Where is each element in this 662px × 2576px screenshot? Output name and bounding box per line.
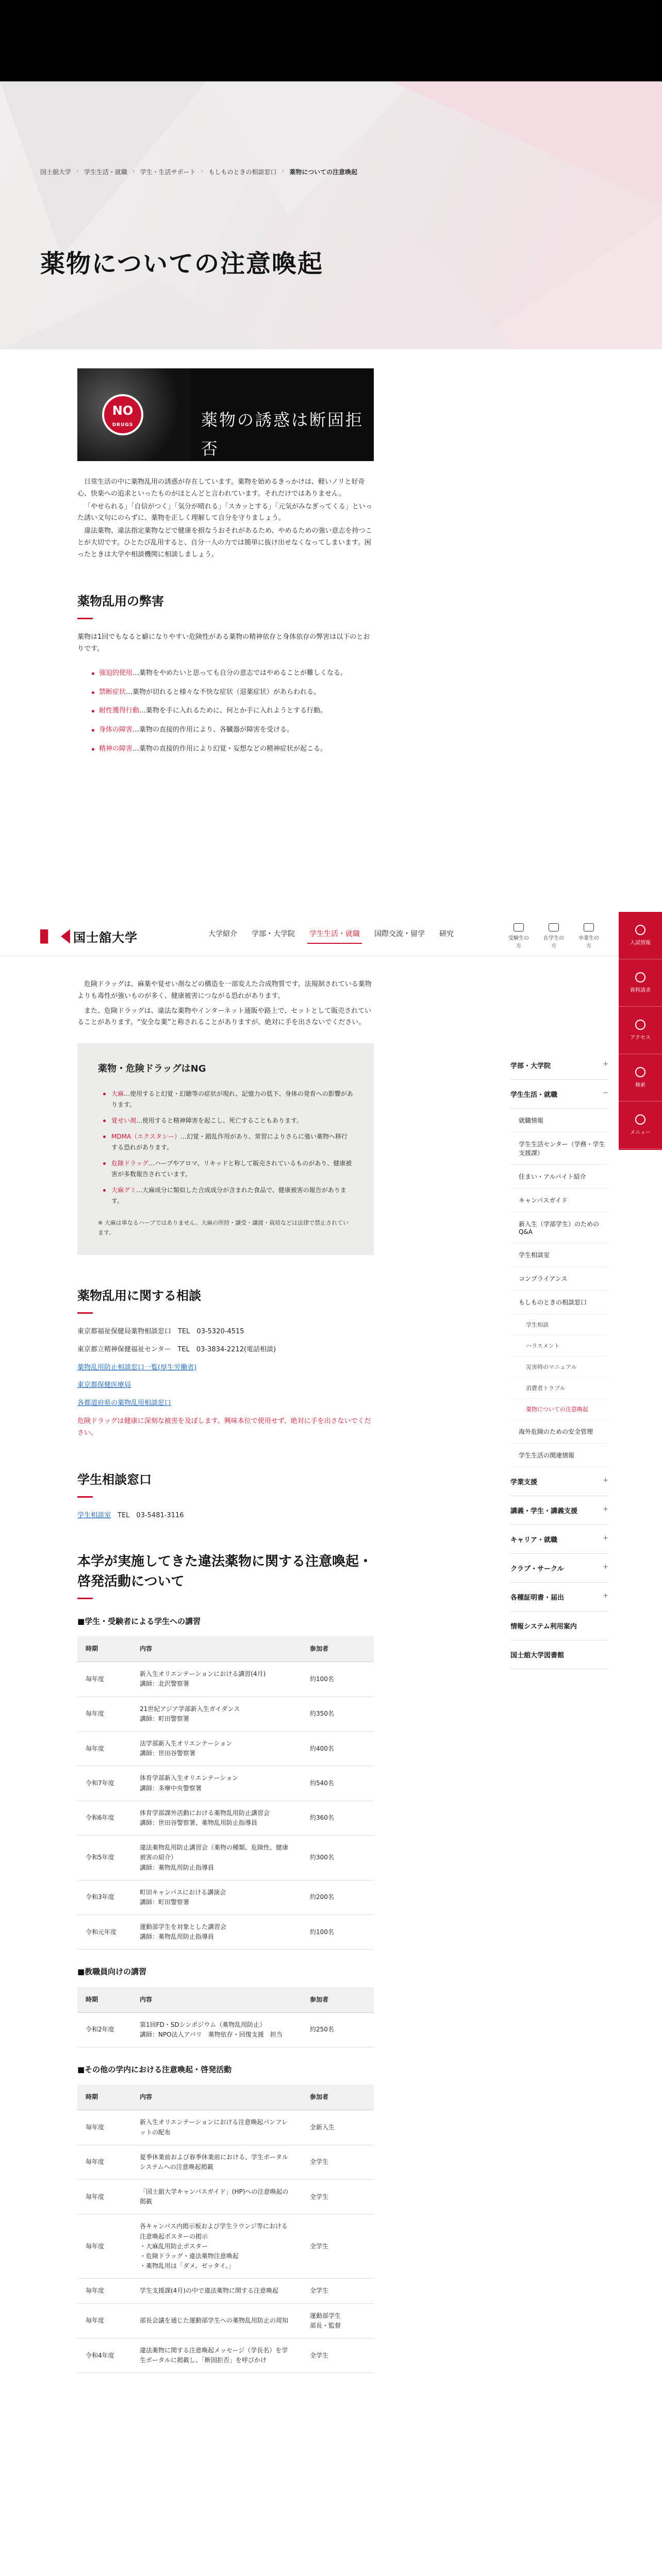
table-row <box>77 2214 374 2279</box>
table-cell: 約300名 <box>302 1836 374 1880</box>
harm-list <box>77 668 374 755</box>
nav-item[interactable]: 研究 <box>439 930 454 938</box>
table-cell: 町田キャンパスにおける講演会 講師：町田警察署 <box>131 1880 302 1914</box>
table-cell: 新入生オリエンテーションにおける注意喚起パンフレットの配布 <box>131 2110 302 2145</box>
logo-icon <box>40 929 58 944</box>
person-icon <box>584 923 594 931</box>
consult-link[interactable]: 各都道府県の薬物乱用相談窓口 <box>77 1399 172 1407</box>
table-cell: 体育学部新入生オリエンテーション 講師：多摩中央警察署 <box>131 1766 302 1801</box>
table-cell: 約400名 <box>302 1732 374 1766</box>
table-row <box>77 1801 374 1835</box>
table-cell: 毎年度 <box>77 2145 131 2179</box>
dangerous-para: また、危険ドラッグは、違法な薬物やインターネット通販や路上で、セットとして販売されていることがあります。“安全な薬”と称されることがありますが、絶対に手を出さないでください。 <box>77 1007 372 1027</box>
table-cell: 毎年度 <box>77 2214 131 2279</box>
table-cell: 「国士舘大学キャンパスガイド」(HP)への注意喚起の掲載 <box>131 2180 302 2214</box>
student-office-heading: 学生相談窓口 <box>77 1469 374 1498</box>
side-section-open[interactable]: 学生生活・就職 − <box>510 1080 608 1109</box>
side-section[interactable]: 各種証明書・届出 + <box>510 1583 608 1612</box>
side-section[interactable]: クラブ・サークル + <box>510 1554 608 1583</box>
table-cell: 令和7年度 <box>77 1766 131 1801</box>
intro-para: 日常生活の中に薬物乱用の誘惑が存在しています。薬物を始めるきっかけは、軽いノリと好奇心、快楽への追求といったものがほとんどと言われています。それだけではありません。 <box>77 478 365 498</box>
harm-heading: 薬物乱用の弊害 <box>77 590 374 619</box>
page-title: 薬物についての注意喚起 <box>40 249 324 278</box>
table-row <box>77 1662 374 1697</box>
table-cell: 全新入生 <box>302 2110 374 2145</box>
table-cell: 違法薬物に関する注意喚起メッセージ（学長名）を学生ポータルに掲載し、「断固拒否」を呼びかけ <box>131 2338 302 2372</box>
table-cell: 全学生 <box>302 2180 374 2214</box>
list-item: 身体の障害…薬物の直接的作用により、各臓器が障害を受ける。 <box>92 724 374 736</box>
audience-link[interactable]: 受験生の方 <box>508 923 529 949</box>
table-cell: 運動部学生を対象とした講習会 講師：薬物乱用防止指導員 <box>131 1915 302 1950</box>
breadcrumb-item[interactable]: 国士舘大学 <box>40 168 72 176</box>
side-action-request[interactable]: 資料請求 <box>619 959 662 1007</box>
nav-item[interactable]: 大学紹介 <box>208 930 237 938</box>
side-sub-item[interactable]: キャンパスガイド <box>510 1189 608 1212</box>
student-office-line: 学生相談室 TEL 03-5481-3116 <box>77 1512 184 1520</box>
intro-para: 違法薬物、違法指定薬物などで健康を損なうおそれがあるため、やめるための強い意志を持つことが大切です。ひとたび乱用すると、自分一人の力では簡単に抜け出せなくなってしまいます。困ったときは大学や相談機関に相談しましょう。 <box>77 527 372 558</box>
side-section[interactable]: 学業支援 + <box>510 1467 608 1496</box>
table-cell: 約540名 <box>302 1766 374 1801</box>
ng-box <box>77 1043 374 1255</box>
ng-note: ※ 大麻は単なるハーブではありません。大麻の所持・譲受・譲渡・栽培などは法律で禁止されています。 <box>98 1219 349 1236</box>
audience-link[interactable]: 卒業生の方 <box>578 923 600 949</box>
document-icon <box>635 925 646 935</box>
person-icon <box>514 923 524 931</box>
activities-table-1: 時期 内容 参加者 毎年度 新入生オリエンテーションにおける講習(4月) 講師：北沢警察署 約100名 毎年度 21世紀アジア学部新入生ガイダンス 講師：町田警察署 約350名 毎年度 法学部新入生オリエンテーション 講師：世田谷警察署 約400名 令和7年度 体育学部新入生オリエンテーション 講師：多摩中央警察署 約540名 令和6年度 体育学部課外活動における薬物乱用防止講習会 講師：世田谷警察署、薬物乱用防止指導員 約360名 令和5年度 違法薬物乱用防止講習会（薬物の種類、危険性、健康被害の紹介） 講師：薬物乱用防止指導員 約300名 令和3年度 町田キャンパスにおける講演会 講師：町田警察署 約200名 令和元年度 運動部学生を対象とした講習会 講師：薬物乱用防止指導員 約100名 <box>77 1636 374 1950</box>
dangerous-para: 危険ドラッグは、麻薬や覚せい剤などの構造を一部変えた合成物質です。法規制されている薬物よりも毒性が強いものが多く、健康被害につながる恐れがあります。 <box>77 980 372 1000</box>
banner-image <box>77 368 374 461</box>
side-section[interactable]: 国士舘大学図書館 <box>510 1640 608 1669</box>
side-action-search[interactable]: 検索 <box>619 1054 662 1101</box>
table-cell: 毎年度 <box>77 1697 131 1731</box>
side-menu <box>510 1051 608 1669</box>
consult-heading: 薬物乱用に関する相談 <box>77 1285 374 1314</box>
table-row <box>77 1732 374 1766</box>
top-black-bar <box>0 0 662 81</box>
table-cell: 令和2年度 <box>77 2012 131 2047</box>
side-sub2-item[interactable]: ハラスメント <box>510 1335 608 1357</box>
article-top <box>77 368 374 762</box>
side-sub2-item[interactable]: 学生相談 <box>510 1314 608 1335</box>
table-cell: 全学生 <box>302 2279 374 2303</box>
intro-text <box>77 477 374 561</box>
table-cell: 約360名 <box>302 1801 374 1835</box>
side-sub-item[interactable]: 海外危険のための安全管理 <box>510 1420 608 1444</box>
table-cell: 令和5年度 <box>77 1836 131 1880</box>
table-row <box>77 2338 374 2372</box>
table-cell: 新入生オリエンテーションにおける講習(4月) 講師：北沢警察署 <box>131 1662 302 1697</box>
table-cell: 約250名 <box>302 2012 374 2047</box>
side-sub2-current[interactable]: 薬物についての注意喚起 <box>510 1399 608 1420</box>
table-cell: 毎年度 <box>77 2180 131 2214</box>
table-cell: 毎年度 <box>77 1662 131 1697</box>
list-item: 精神の障害…薬物の直接的作用により幻覚・妄想などの精神症状が起こる。 <box>92 743 374 755</box>
side-sub-item[interactable]: もしものときの相談窓口 <box>510 1291 608 1314</box>
side-sub2-item[interactable]: 消費者トラブル <box>510 1378 608 1399</box>
table-cell: 約100名 <box>302 1662 374 1697</box>
table-cell: 全学生 <box>302 2145 374 2179</box>
table-row <box>77 1836 374 1880</box>
side-section[interactable]: 学部・大学院 + <box>510 1051 608 1080</box>
activities-heading: 本学が実施してきた違法薬物に関する注意喚起・啓発活動について <box>77 1552 374 1599</box>
table-cell: 第1回FD・SDシンポジウム（薬物乱用防止） 講師：NPO法人アパリ 薬物依存・回復支援 担当 <box>131 2012 302 2047</box>
side-section[interactable]: キャリア・就職 + <box>510 1525 608 1554</box>
table-cell: 毎年度 <box>77 2303 131 2338</box>
table-row <box>77 2012 374 2047</box>
list-item: 危険ドラッグ…ハーブやアロマ、リキッドと称して販売されているものがあり、健康被害が多数報告されています。 <box>103 1158 353 1180</box>
table-cell: 部長会議を通じた運動部学生への薬物乱用防止の周知 <box>131 2303 302 2338</box>
table-row <box>77 1766 374 1801</box>
table-cell: 全学生 <box>302 2214 374 2279</box>
audience-links <box>508 923 600 949</box>
table-row <box>77 1697 374 1731</box>
site-logo[interactable]: 国士舘大学 <box>40 927 138 945</box>
table1-title: ■学生・受験者による学生への講習 <box>77 1617 201 1626</box>
list-item: 強迫的使用…薬物をやめたいと思っても自分の意志ではやめることが難しくなる。 <box>92 668 374 680</box>
list-item: 覚せい剤…使用すると精神障害を起こし、死亡することもあります。 <box>103 1115 353 1126</box>
activities-table-2: 時期 内容 参加者 令和2年度 第1回FD・SDシンポジウム（薬物乱用防止） 講師：NPO法人アパリ 薬物依存・回復支援 担当 約250名 <box>77 1987 374 2047</box>
hero-header <box>0 81 662 349</box>
harm-intro: 薬物は1回でもなると癖になりやすい危険性がある薬物の精神依存と身体依存の弊害は以下のとおりです。 <box>77 633 370 653</box>
table-row <box>77 2180 374 2214</box>
nav-links <box>206 924 456 944</box>
ng-box-title: 薬物・危険ドラッグはNG <box>98 1063 206 1074</box>
ng-list <box>98 1089 353 1207</box>
no-drugs-icon: NO DRUGS <box>102 394 143 435</box>
list-item: 大麻グミ…大麻成分に類似した合成成分が含まれた食品で、健康被害の報告があります。 <box>103 1185 353 1207</box>
consult-line: 東京都福祉保健局薬物相談窓口 TEL 03-5320-4515 <box>77 1328 244 1335</box>
activities-table-3: 時期 内容 参加者 毎年度 新入生オリエンテーションにおける注意喚起パンフレットの配布 全新入生 毎年度 夏季休業前および春季休業前における、学生ポータルシステムへの注意喚起掲載 全学生 毎年度 「国士舘大学キャンパスガイド」(HP)への注意喚起の掲載 全学生 毎年度 各キャンパス内掲示板および学生ラウンジ等における注意喚起ポスターの掲示 ・大麻乱用防止ポスター ・危険ドラッグ・違法薬物注意喚起 ・薬物乱用は「ダメ。ゼッタイ。」 全学生 毎年度 学生支援課(4月)の中で違法薬物に関する注意喚起 全学生 毎年度 部長会議を通じた運動部学生への薬物乱用防止の周知 運動部学生 部長・監督 令和4年度 違法薬物に関する注意喚起メッセージ（学長名）を学生ポータルに掲載し、「断固拒否」を呼びかけ 全学生 <box>77 2084 374 2373</box>
table-cell: 約200名 <box>302 1880 374 1914</box>
intro-para: 「やせられる」「自信がつく」「気分が晴れる」「スカッとする」「元気がみなぎってくる」といった誘い文句にのらずに、薬物を正しく理解して自分を守りましょう。 <box>77 502 372 522</box>
table-row <box>77 2145 374 2179</box>
table-cell: 運動部学生 部長・監督 <box>302 2303 374 2338</box>
article-main <box>77 979 374 2383</box>
audience-link[interactable]: 在学生の方 <box>543 923 565 949</box>
table-row <box>77 2110 374 2145</box>
table-cell: 令和3年度 <box>77 1880 131 1914</box>
side-sub-item[interactable]: 就職情報 <box>510 1109 608 1132</box>
side-sub-item[interactable]: 学生相談室 <box>510 1243 608 1267</box>
breadcrumb-current: 薬物についての注意喚起 <box>289 168 358 176</box>
book-icon <box>635 972 646 982</box>
side-sub-item[interactable]: 住まい・アルバイト紹介 <box>510 1165 608 1189</box>
table-cell: 学生支援課(4月)の中で違法薬物に関する注意喚起 <box>131 2279 302 2303</box>
table-row <box>77 2279 374 2303</box>
nav-item[interactable]: 学部・大学院 <box>252 930 295 938</box>
consult-link[interactable]: 薬物乱用防止相談窓口一覧(厚生労働省) <box>77 1363 197 1371</box>
table-cell: 夏季休業前および春季休業前における、学生ポータルシステムへの注意喚起掲載 <box>131 2145 302 2179</box>
side-sub2-item[interactable]: 災害時のマニュアル <box>510 1357 608 1378</box>
student-office-link[interactable]: 学生相談室 <box>77 1512 111 1520</box>
consult-info <box>77 1326 374 1439</box>
list-item: 禁断症状…薬物が切れると様々な不快な症状（退薬症状）があらわれる。 <box>92 687 374 699</box>
table3-title: ■その他の学内における注意喚起・啓発活動 <box>77 2065 232 2075</box>
table-cell: 体育学部課外活動における薬物乱用防止講習会 講師：世田谷警察署、薬物乱用防止指導員 <box>131 1801 302 1835</box>
breadcrumb-item[interactable]: 学生生活・就職 <box>84 168 127 176</box>
side-section[interactable]: 講義・学生・講義支援 + <box>510 1496 608 1525</box>
side-sub-item[interactable]: 学生生活センター（学務・学生支援課） <box>510 1132 608 1165</box>
consult-warning: 危険ドラッグは健康に深刻な被害を及ぼします。興味本位で使用せず、絶対に手を出さないでください。 <box>77 1417 371 1437</box>
table-cell: 約100名 <box>302 1915 374 1950</box>
table-cell: 21世紀アジア学部新入生ガイダンス 講師：町田警察署 <box>131 1697 302 1731</box>
nav-item[interactable]: 国際交流・留学 <box>374 930 425 938</box>
breadcrumb: 国士舘大学 › 学生生活・就職 › 学生・生活サポート › もしものときの相談窓口 › 薬物についての注意喚起 <box>40 167 358 176</box>
table-cell: 全学生 <box>302 2338 374 2372</box>
side-sub-item[interactable]: コンプライアンス <box>510 1267 608 1291</box>
table-cell: 約350名 <box>302 1697 374 1731</box>
table-cell: 違法薬物乱用防止講習会（薬物の種類、危険性、健康被害の紹介） 講師：薬物乱用防止指導員 <box>131 1836 302 1880</box>
list-item: MDMA（エクスタシー）…幻覚・錯乱作用があり、常習によりさらに強い薬物へ移行する恐れがあります。 <box>103 1131 353 1153</box>
side-action-entrance[interactable]: 入試情報 <box>619 912 662 959</box>
consult-link[interactable]: 東京都保健医療局 <box>77 1381 131 1389</box>
table-cell: 令和4年度 <box>77 2338 131 2372</box>
table-cell: 令和元年度 <box>77 1915 131 1950</box>
map-pin-icon <box>635 1020 646 1030</box>
hero-pattern <box>0 81 662 349</box>
banner-caption: 薬物の誘惑は断固拒否 <box>201 410 364 459</box>
table-row <box>77 1880 374 1914</box>
table-cell: 法学部新入生オリエンテーション 講師：世田谷警察署 <box>131 1732 302 1766</box>
side-section[interactable]: 情報システム利用案内 <box>510 1612 608 1640</box>
global-nav <box>0 912 662 956</box>
table-cell: 令和6年度 <box>77 1801 131 1835</box>
side-sub-item[interactable]: 学生生活の関連情報 <box>510 1444 608 1467</box>
person-icon <box>549 923 559 931</box>
nav-item-active[interactable]: 学生生活・就職 <box>307 924 362 944</box>
search-icon <box>635 1067 646 1077</box>
table-cell: 毎年度 <box>77 2279 131 2303</box>
table-cell: 各キャンパス内掲示板および学生ラウンジ等における注意喚起ポスターの掲示 ・大麻乱用防止ポスター ・危険ドラッグ・違法薬物注意喚起 ・薬物乱用は「ダメ。ゼッタイ。」 <box>131 2214 302 2279</box>
side-sub-item[interactable]: 新入生（学部学生）のための Q&A <box>510 1212 608 1243</box>
side-action-bar <box>619 912 662 1150</box>
table-row <box>77 1915 374 1950</box>
breadcrumb-item[interactable]: 学生・生活サポート <box>140 168 196 176</box>
list-item: 耐性獲得行動…薬物を手に入れるために、何とか手に入れようとする行動。 <box>92 705 374 717</box>
menu-icon <box>635 1114 646 1125</box>
side-action-menu[interactable]: メニュー <box>619 1101 662 1149</box>
table-cell: 毎年度 <box>77 2110 131 2145</box>
table-cell: 毎年度 <box>77 1732 131 1766</box>
list-item: 大麻…使用すると幻覚・幻聴等の症状が現れ、記憶力の低下、身体の発育への影響があります。 <box>103 1089 353 1110</box>
breadcrumb-item[interactable]: もしものときの相談窓口 <box>208 168 277 176</box>
table2-title: ■教職員向けの講習 <box>77 1967 147 1977</box>
table-row <box>77 2303 374 2338</box>
consult-line: 東京都立精神保健福祉センター TEL 03-3834-2212(電話相談) <box>77 1345 276 1353</box>
side-action-access[interactable]: アクセス <box>619 1007 662 1054</box>
